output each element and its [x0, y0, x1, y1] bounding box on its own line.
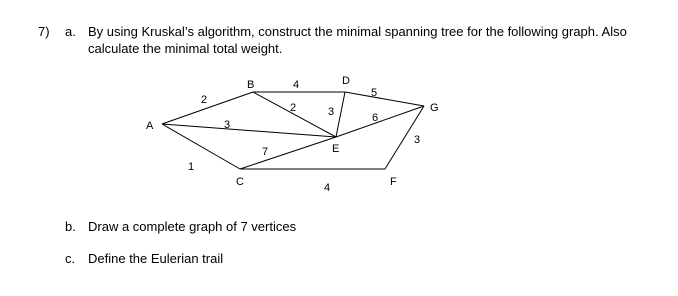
edge-a-e	[162, 124, 336, 137]
edge-a-b	[162, 92, 253, 124]
question-number: 7)	[38, 24, 50, 39]
vertex-label-a: A	[146, 120, 154, 132]
vertex-label-f: F	[390, 176, 397, 188]
weight-label-d-e: 3	[328, 106, 335, 118]
edge-e-g	[336, 106, 424, 137]
weight-label-c-e: 7	[262, 146, 269, 158]
part-c-text: Define the Eulerian trail	[88, 251, 224, 266]
vertex-label-b: B	[247, 79, 255, 91]
weight-label-b-e: 2	[290, 102, 297, 114]
vertex-label-d: D	[342, 75, 350, 87]
vertex-label-e: E	[332, 143, 340, 155]
part-b-marker: b.	[65, 219, 76, 234]
weight-label-a-e: 3	[224, 119, 231, 131]
edge-d-g	[345, 92, 424, 106]
edge-c-e	[240, 137, 336, 169]
part-c-marker: c.	[65, 251, 76, 266]
edge-d-e	[336, 92, 345, 137]
edge-b-e	[253, 92, 336, 137]
weight-label-e-g: 6	[372, 112, 379, 124]
weight-label-f-g: 3	[414, 134, 421, 146]
weight-label-c-f: 4	[324, 182, 331, 194]
vertex-label-g: G	[430, 102, 439, 114]
vertex-label-c: C	[236, 176, 244, 188]
part-a-line-1: By using Kruskal’s algorithm, construct the minimal spanning tree for the following graph. Also	[88, 24, 627, 39]
part-a-marker: a.	[65, 24, 76, 39]
part-a-line-2: calculate the minimal total weight.	[88, 41, 283, 56]
weight-label-a-c: 1	[188, 161, 195, 173]
weight-label-d-g: 5	[371, 87, 378, 99]
part-b-text: Draw a complete graph of 7 vertices	[88, 219, 297, 234]
weight-label-a-b: 2	[201, 94, 208, 106]
weight-label-b-d: 4	[293, 79, 300, 91]
